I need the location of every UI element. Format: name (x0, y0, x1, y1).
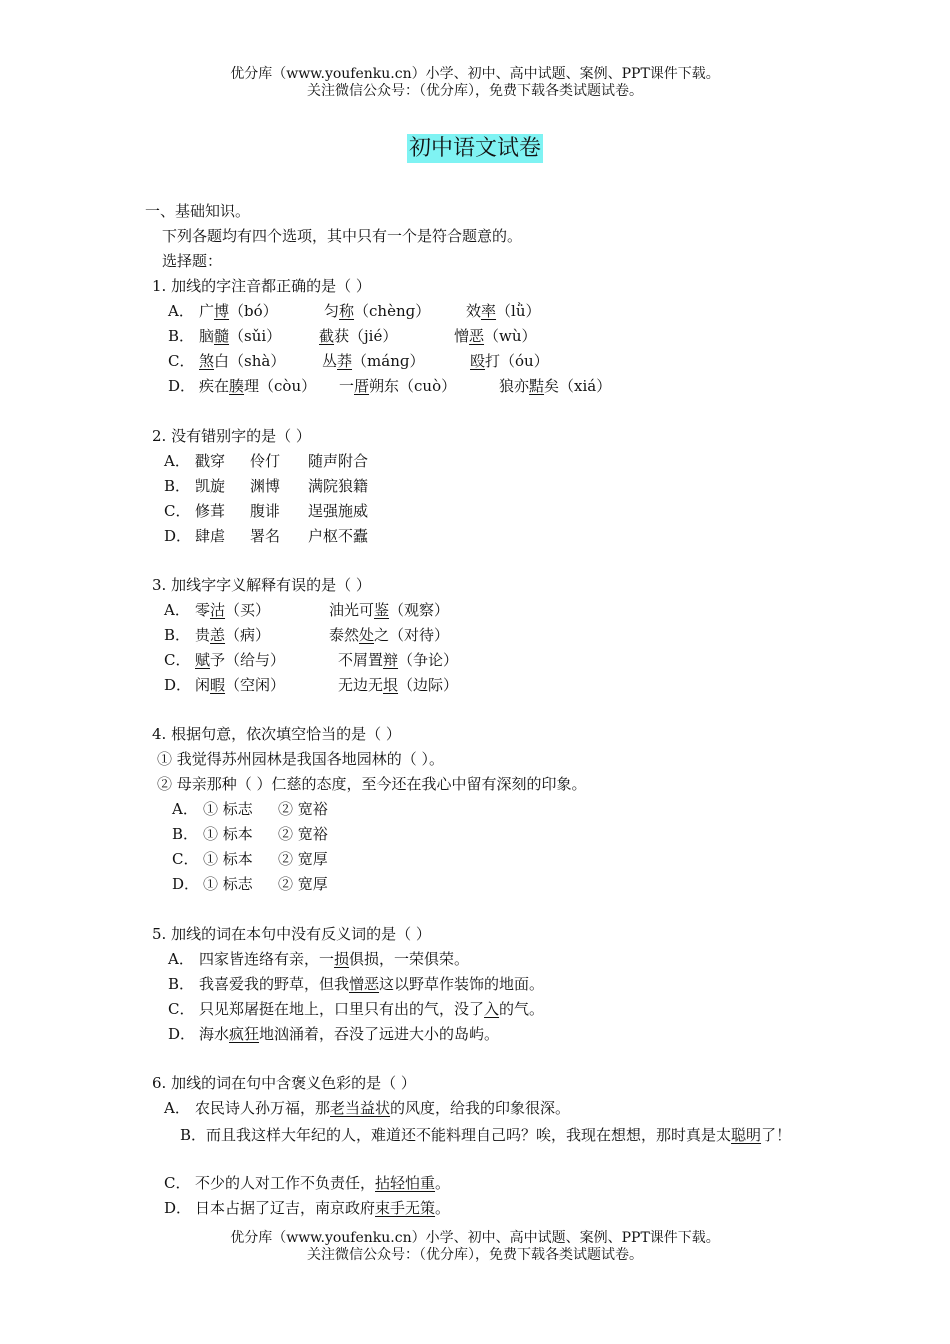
q6-option-c: C． 不少的人对工作不负责任，拈轻怕重。 (164, 1174, 451, 1192)
section-intro: 下列各题均有四个选项，其中只有一个是符合题意的。 (162, 227, 523, 245)
q4-option-a: A． ① 标志 ② 宽裕 (172, 800, 328, 818)
section-heading: 一、基础知识。 (145, 202, 251, 220)
q3-option-c: C． 赋予（给与） 不屑置辩（争论） (164, 651, 459, 669)
option-label: B． (168, 327, 195, 345)
q4-option-d: D． ① 标志 ② 宽厚 (172, 875, 328, 893)
q5-option-c: C． 只见郑屠挺在地上，口里只有出的气，没了入的气。 (168, 1000, 545, 1018)
q1-option-c: C． 煞白（shà） 丛莽（mánɡ） 殴打（óu） (168, 352, 549, 370)
q1-stem: 1. 加线的字注音都正确的是（ ） (152, 277, 371, 295)
q6-stem: 6. 加线的词在句中含褒义色彩的是（ ） (152, 1074, 416, 1092)
question-type: 选择题： (162, 252, 223, 270)
page-header (0, 66, 950, 100)
page-footer (0, 1230, 950, 1264)
option-label: A． (168, 302, 194, 320)
footer-line-2: 关注微信公众号：（优分库），免费下载各类试题试卷。 (307, 1247, 643, 1263)
q5-option-d: D． 海水疯狂地汹涌着，吞没了远进大小的岛屿。 (168, 1025, 500, 1043)
q4-option-b: B． ① 标本 ② 宽裕 (172, 825, 328, 843)
q2-stem: 2. 没有错别字的是（ ） (152, 427, 311, 445)
q3-option-b: B． 贵恙（病） 泰然处之（对待） (164, 626, 450, 644)
q2-option-b: B． 凯旋 渊博 满院狼籍 (164, 477, 369, 495)
q5-stem: 5. 加线的词在本句中没有反义词的是（ ） (152, 925, 431, 943)
option-label: D． (168, 377, 196, 395)
q2-option-d: D． 肆虐 署名 户枢不蠹 (164, 527, 369, 545)
q3-option-a: A． 零沽（买） 油光可鉴（观察） (164, 601, 450, 619)
q6-option-d: D． 日本占据了辽吉，南京政府束手无策。 (164, 1199, 451, 1217)
q6-option-a: A． 农民诗人孙万福，那老当益状的风度，给我的印象很深。 (164, 1099, 571, 1117)
footer-line-1: 优分库（www.youfenku.cn）小学、初中、高中试题、案例、PPT课件下载。 (230, 1230, 720, 1246)
option-label: C． (168, 352, 195, 370)
q4-sentence-2: ② 母亲那种（ ）仁慈的态度，至今还在我心中留有深刻的印象。 (157, 775, 587, 793)
header-line-1: 优分库（www.youfenku.cn）小学、初中、高中试题、案例、PPT课件下载。 (230, 66, 720, 82)
q4-option-c: C． ① 标本 ② 宽厚 (172, 850, 328, 868)
q5-option-a: A． 四家皆连络有亲，一损俱损，一荣俱荣。 (168, 950, 470, 968)
q3-stem: 3. 加线字字义解释有误的是（ ） (152, 576, 371, 594)
q2-option-a: A． 戳穿 伶仃 随声附合 (164, 452, 369, 470)
page-title (0, 134, 950, 164)
q6-option-b: B．而且我这样大年纪的人，难道还不能料理自己吗？唉，我现在想想，那时真是太聪明了！ (180, 1126, 792, 1144)
q4-sentence-1: ① 我觉得苏州园林是我国各地园林的（ ）。 (157, 750, 445, 768)
q4-stem: 4. 根据句意，依次填空恰当的是（ ） (152, 725, 401, 743)
q2-option-c: C． 修葺 腹诽 逞强施威 (164, 502, 369, 520)
title-text: 初中语文试卷 (408, 136, 541, 161)
q1-option-b: B． 脑髓（sǔi） 截获（jié） 憎恶（wù） (168, 327, 537, 345)
q1-option-d: D． 疾在腠理（còu） 一厝朔东（cuò） 狼亦黠矣（xiá） (168, 377, 612, 395)
q3-option-d: D． 闲暇（空闲） 无边无垠（边际） (164, 676, 459, 694)
q5-option-b: B． 我喜爱我的野草，但我憎恶这以野草作装饰的地面。 (168, 975, 545, 993)
header-line-2: 关注微信公众号：（优分库），免费下载各类试题试卷。 (307, 83, 643, 99)
q1-option-a: A． 广博（bó） 匀称（chènɡ） 效率（lǜ） (168, 302, 541, 320)
